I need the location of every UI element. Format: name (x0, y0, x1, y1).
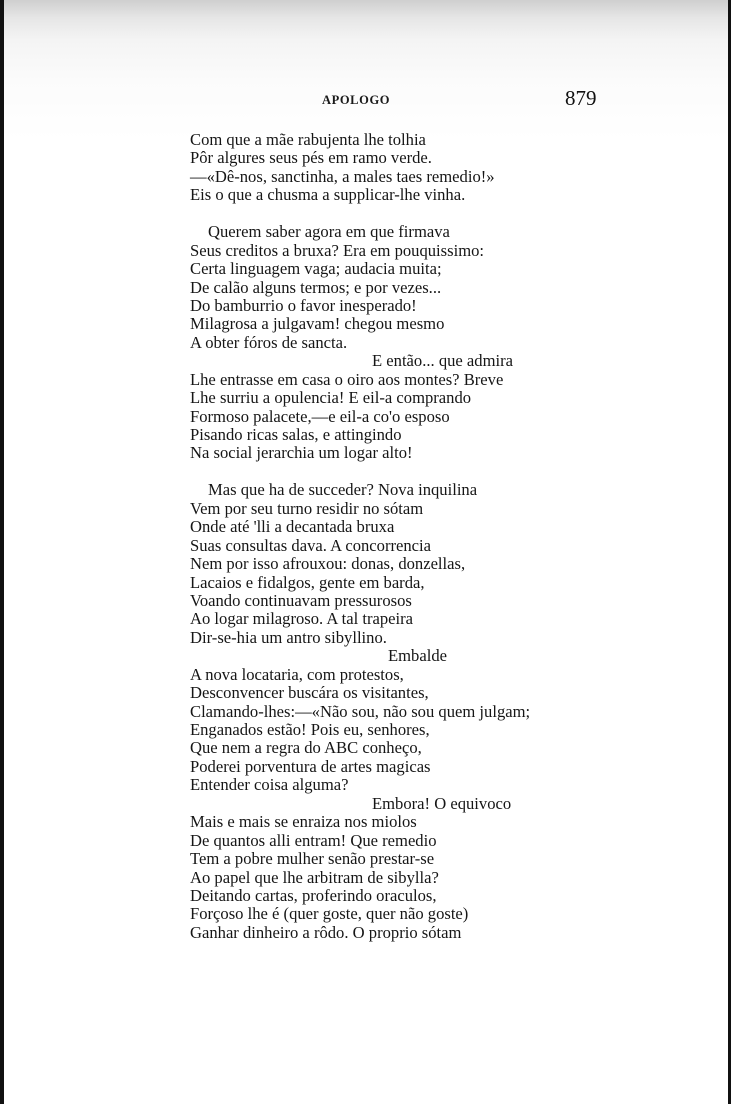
poem-line: Que nem a regra do ABC conheço, (190, 738, 422, 758)
poem-line: Embora! O equivoco (372, 793, 512, 813)
poem-line: Ao papel que lhe arbitram de sibylla? (190, 867, 439, 887)
page-header (8, 88, 731, 112)
poem-line: Onde até 'lli a decantada bruxa (190, 517, 395, 537)
poem-line: Eis o que a chusma a supplicar-lhe vinha. (190, 185, 466, 205)
poem-line: Lhe entrasse em casa o oiro aos montes? Breve (190, 369, 504, 389)
poem-line: Lacaios e fidalgos, gente em barda, (190, 572, 425, 592)
poem-line: De calão alguns termos; e por vezes... (190, 277, 442, 297)
poem-line: Mais e mais se enraiza nos miolos (190, 812, 417, 832)
running-title: APOLOGO (322, 93, 391, 107)
poem-line: Certa linguagem vaga; audacia muita; (190, 259, 442, 279)
poem-line: Nem por isso afrouxou: donas, donzellas, (190, 554, 466, 574)
stanza-break (190, 205, 610, 223)
poem-line: Forçoso lhe é (quer goste, quer não goste) (190, 904, 469, 924)
poem-line: Ao logar milagroso. A tal trapeira (190, 609, 414, 629)
poem-line: Do bamburrio o favor inesperado! (190, 295, 417, 315)
poem-line: Tem a pobre mulher senão prestar-se (190, 849, 435, 869)
poem-line: A nova locataria, com protestos, (190, 664, 404, 684)
poem-line: Seus creditos a bruxa? Era em pouquissimo: (190, 240, 485, 260)
poem-line: Vem por seu turno residir no sótam (190, 498, 424, 518)
poem-line: Deitando cartas, proferindo oraculos, (190, 885, 437, 905)
poem-line: Desconvencer buscára os visitantes, (190, 683, 429, 703)
poem-line: Na social jerarchia um logar alto! (190, 443, 413, 463)
poem-line: Clamando-lhes:—«Não sou, não sou quem julgam; (190, 701, 531, 721)
poem-line: Lhe surriu a opulencia! E eil-a comprando (190, 388, 472, 408)
book-page (8, 0, 731, 1104)
poem-body (190, 131, 610, 942)
poem-line: Milagrosa a julgavam! chegou mesmo (190, 314, 445, 334)
poem-line: E então... que admira (372, 351, 513, 371)
poem-line: Poderei porventura de artes magicas (190, 756, 431, 776)
stanza-break (190, 463, 610, 481)
poem-line: Mas que ha de succeder? Nova inquilina (208, 480, 478, 500)
poem-line: —«Dê-nos, sanctinha, a males taes remedio!» (190, 166, 495, 186)
poem-line: Embalde (388, 646, 447, 666)
poem-line: Pôr algures seus pés em ramo verde. (190, 148, 432, 168)
poem-line: Com que a mãe rabujenta lhe tolhia (190, 130, 426, 149)
poem-line: Entender coisa alguma? (190, 775, 349, 795)
poem-line: Formoso palacete,—e eil-a co'o esposo (190, 406, 450, 426)
poem-line: Enganados estão! Pois eu, senhores, (190, 720, 430, 739)
poem-line: Pisando ricas salas, e attingindo (190, 425, 402, 444)
poem-line: De quantos alli entram! Que remedio (190, 830, 437, 850)
poem-line: Voando continuavam pressurosos (190, 590, 412, 610)
poem-line: Dir-se-hia um antro sibyllino. (190, 627, 387, 647)
poem-line: A obter fóros de sancta. (190, 332, 348, 352)
poem-line: Ganhar dinheiro a rôdo. O proprio sótam (190, 922, 462, 942)
poem-line: Querem saber agora em que firmava (208, 222, 450, 242)
page-number: 879 (565, 86, 597, 110)
poem-line: Suas consultas dava. A concorrencia (190, 535, 431, 555)
